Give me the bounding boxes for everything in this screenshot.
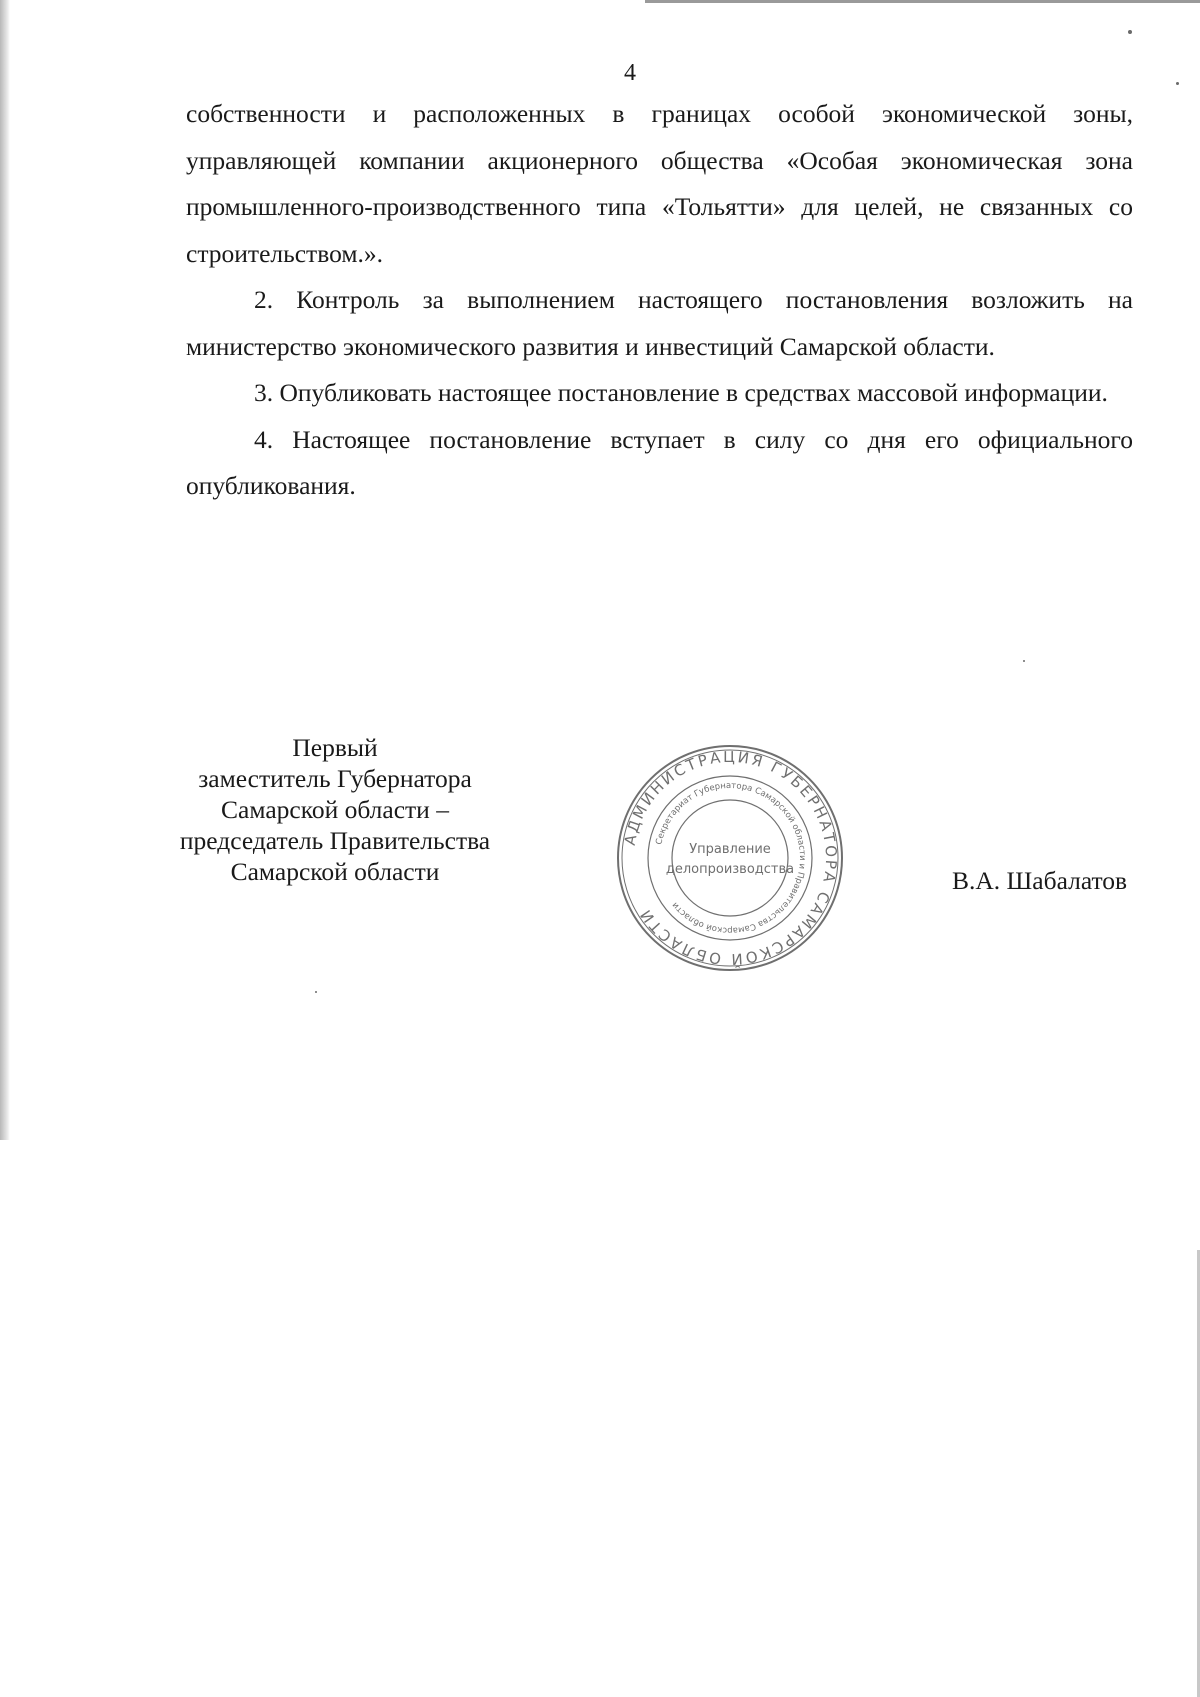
signatory-title-line: заместитель Губернатора <box>198 764 472 793</box>
scan-edge-left <box>0 0 10 1140</box>
signatory-title-line: председатель Правительства <box>179 826 491 855</box>
seal-inner-text: Секретариат Губернатора Самарской области и Правительства Самарской области <box>654 780 808 936</box>
seal-outer-text: АДМИНИСТРАЦИЯ ГУБЕРНАТОРА САМАРСКОЙ ОБЛАСТИ <box>620 747 841 969</box>
signatory-title-line: Первый <box>292 733 378 762</box>
paragraph-effective: 4. Настоящее постановление вступает в силу со дня его официального опубликования. <box>186 424 1133 500</box>
paragraph-control: 2. Контроль за выполнением настоящего постановления возложить на министерство экономического развития и инвестиций Самарской области. <box>186 285 1133 361</box>
scan-edge-top <box>645 0 1200 3</box>
official-seal <box>615 743 845 973</box>
signatory-name: В.А. Шабалатов <box>952 866 1128 895</box>
scan-speck <box>315 991 317 993</box>
signatory-title-line: Самарской области – <box>221 795 449 824</box>
scan-speck <box>1023 660 1025 662</box>
seal-center-line: делопроизводства <box>665 862 795 877</box>
paragraph-continuation: собственности и расположенных в границах особой экономической зоны, управляющей компании акционерного общества «Особая экономическая зона промышленного-производственного типа «Тольятти» для целей, не связанных со строительством.». <box>186 99 1133 268</box>
document-body <box>186 91 1133 510</box>
signatory-title-line: Самарской области <box>230 857 440 886</box>
paragraph-publish: 3. Опубликовать настоящее постановление в средствах массовой информации. <box>254 378 1108 407</box>
page-number: 4 <box>624 60 636 86</box>
scan-speck <box>1128 30 1132 34</box>
signatory-title <box>150 732 520 887</box>
seal-center-line: Управление <box>689 842 771 857</box>
